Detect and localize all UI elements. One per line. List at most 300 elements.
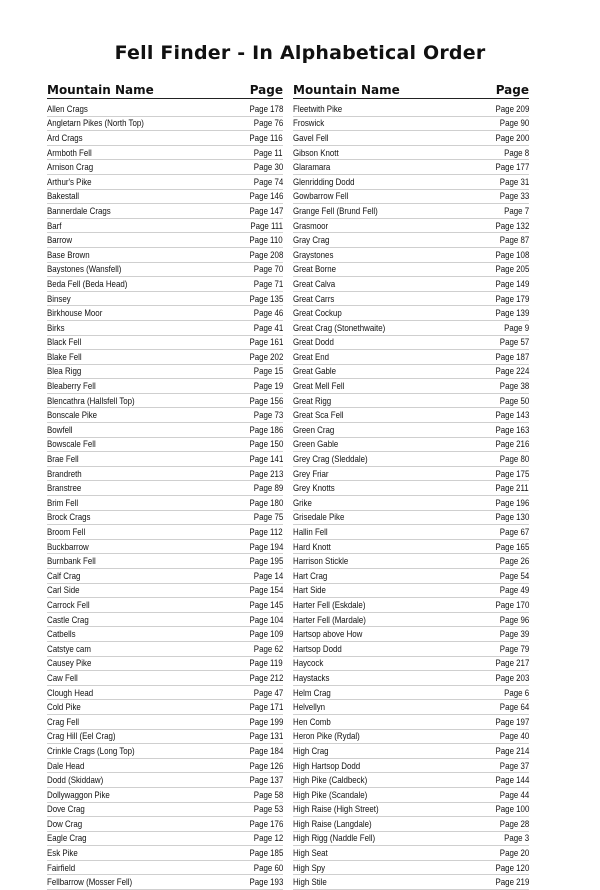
mountain-name: Blencathra (Hallsfell Top) bbox=[47, 395, 135, 406]
mountain-name: Great Gable bbox=[293, 366, 337, 377]
table-row bbox=[47, 204, 283, 219]
table-row bbox=[293, 525, 529, 540]
page-number: Page 9 bbox=[503, 322, 529, 333]
mountain-name: Hartsop above How bbox=[293, 629, 363, 640]
mountain-name: Harter Fell (Mardale) bbox=[293, 614, 366, 625]
table-row bbox=[293, 423, 529, 438]
mountain-name: Crinkle Crags (Long Top) bbox=[47, 745, 135, 756]
table-row bbox=[47, 686, 283, 701]
mountain-name: High Rigg (Naddle Fell) bbox=[293, 833, 376, 844]
mountain-name: High Pike (Caldbeck) bbox=[293, 775, 368, 786]
page-number: Page 186 bbox=[249, 424, 283, 435]
page-number: Page 14 bbox=[253, 570, 283, 581]
table-row bbox=[293, 190, 529, 205]
mountain-name: Haycock bbox=[293, 658, 324, 669]
mountain-name: High Pike (Scandale) bbox=[293, 789, 368, 800]
page-number: Page 15 bbox=[253, 366, 283, 377]
mountain-name: Crag Fell bbox=[47, 716, 80, 727]
table-row bbox=[293, 657, 529, 672]
table-row bbox=[47, 846, 283, 861]
page-number: Page 58 bbox=[253, 789, 283, 800]
page-number: Page 150 bbox=[249, 439, 283, 450]
mountain-name: Calf Crag bbox=[47, 570, 81, 581]
table-row bbox=[293, 467, 529, 482]
page-number: Page 60 bbox=[253, 862, 283, 873]
table-row bbox=[47, 292, 283, 307]
table-row bbox=[293, 350, 529, 365]
table-row bbox=[47, 730, 283, 745]
mountain-name: Carrock Fell bbox=[47, 599, 90, 610]
page-number: Page 28 bbox=[499, 818, 529, 829]
mountain-name: High Stile bbox=[293, 877, 327, 888]
page-number: Page 76 bbox=[253, 118, 283, 129]
page-number: Page 71 bbox=[253, 278, 283, 289]
mountain-name: Fellbarrow (Mosser Fell) bbox=[47, 877, 133, 888]
page-number: Page 200 bbox=[495, 132, 529, 143]
page-number: Page 131 bbox=[249, 731, 283, 742]
table-row bbox=[47, 117, 283, 132]
table-row bbox=[293, 452, 529, 467]
page-number: Page 110 bbox=[249, 235, 283, 246]
table-row bbox=[47, 715, 283, 730]
page-number: Page 79 bbox=[499, 643, 529, 654]
mountain-name: High Hartsop Dodd bbox=[293, 760, 361, 771]
table-row bbox=[293, 248, 529, 263]
mountain-name: Gavel Fell bbox=[293, 132, 329, 143]
mountain-name: Clough Head bbox=[47, 687, 94, 698]
page-number: Page 20 bbox=[499, 848, 529, 859]
page-number: Page 179 bbox=[495, 293, 529, 304]
table-row bbox=[293, 803, 529, 818]
table-row bbox=[47, 861, 283, 876]
page-number: Page 185 bbox=[249, 848, 283, 859]
mountain-name: Ard Crags bbox=[47, 132, 83, 143]
table-row bbox=[293, 277, 529, 292]
mountain-name: Branstree bbox=[47, 483, 82, 494]
page-number: Page 33 bbox=[499, 191, 529, 202]
page-number: Page 74 bbox=[253, 176, 283, 187]
table-row bbox=[293, 365, 529, 380]
table-row bbox=[47, 788, 283, 803]
mountain-name: Great Carrs bbox=[293, 293, 335, 304]
page-number: Page 214 bbox=[495, 745, 529, 756]
mountain-name: Bleaberry Fell bbox=[47, 381, 96, 392]
table-row bbox=[47, 744, 283, 759]
mountain-name: Causey Pike bbox=[47, 658, 92, 669]
table-row bbox=[293, 394, 529, 409]
page-number: Page 163 bbox=[495, 424, 529, 435]
table-row bbox=[47, 306, 283, 321]
mountain-name: High Raise (High Street) bbox=[293, 804, 379, 815]
mountain-name: Burnbank Fell bbox=[47, 556, 96, 567]
page-number: Page 156 bbox=[249, 395, 283, 406]
page-number: Page 67 bbox=[499, 527, 529, 538]
table-row bbox=[47, 584, 283, 599]
page-number: Page 194 bbox=[249, 541, 283, 552]
mountain-name: Brae Fell bbox=[47, 454, 79, 465]
page-number: Page 46 bbox=[253, 308, 283, 319]
table-row bbox=[293, 584, 529, 599]
table-row bbox=[47, 598, 283, 613]
table-row bbox=[47, 160, 283, 175]
table-row bbox=[293, 175, 529, 190]
mountain-name: Allen Crags bbox=[47, 103, 88, 114]
page-number: Page 199 bbox=[249, 716, 283, 727]
page-number: Page 73 bbox=[253, 410, 283, 421]
page-heading: Page bbox=[495, 83, 529, 97]
left-column-header bbox=[47, 80, 283, 99]
mountain-name: Dollywaggon Pike bbox=[47, 789, 110, 800]
mountain-name: High Spy bbox=[293, 862, 326, 873]
table-row bbox=[47, 438, 283, 453]
page-number: Page 161 bbox=[249, 337, 283, 348]
page-number: Page 120 bbox=[495, 862, 529, 873]
page-number: Page 147 bbox=[249, 205, 283, 216]
page-number: Page 57 bbox=[499, 337, 529, 348]
mountain-name: Angletarn Pikes (North Top) bbox=[47, 118, 144, 129]
mountain-name: Bakestall bbox=[47, 191, 80, 202]
page-number: Page 217 bbox=[495, 658, 529, 669]
page-number: Page 37 bbox=[499, 760, 529, 771]
table-row bbox=[47, 321, 283, 336]
table-row bbox=[293, 204, 529, 219]
mountain-name: Gibson Knott bbox=[293, 147, 339, 158]
mountain-name: High Crag bbox=[293, 745, 329, 756]
page-number: Page 216 bbox=[495, 439, 529, 450]
table-row bbox=[47, 350, 283, 365]
mountain-name: Haystacks bbox=[293, 672, 330, 683]
left-column bbox=[47, 80, 283, 890]
table-row bbox=[293, 627, 529, 642]
mountain-name: Arthur's Pike bbox=[47, 176, 92, 187]
table-row bbox=[293, 102, 529, 117]
mountain-name: Catstye cam bbox=[47, 643, 91, 654]
table-row bbox=[47, 525, 283, 540]
page-number: Page 40 bbox=[499, 731, 529, 742]
table-row bbox=[47, 613, 283, 628]
mountain-name: Great Dodd bbox=[293, 337, 334, 348]
page-number: Page 184 bbox=[249, 745, 283, 756]
mountain-name: Glenridding Dodd bbox=[293, 176, 355, 187]
page-number: Page 70 bbox=[253, 264, 283, 275]
page-number: Page 171 bbox=[249, 702, 283, 713]
page-number: Page 130 bbox=[495, 512, 529, 523]
mountain-name: Crag Hill (Eel Crag) bbox=[47, 731, 116, 742]
table-row bbox=[293, 146, 529, 161]
page-number: Page 44 bbox=[499, 789, 529, 800]
table-row bbox=[293, 292, 529, 307]
table-row bbox=[47, 671, 283, 686]
page-number: Page 41 bbox=[253, 322, 283, 333]
mountain-name: Castle Crag bbox=[47, 614, 89, 625]
mountain-name: Great Borne bbox=[293, 264, 337, 275]
page-number: Page 193 bbox=[249, 877, 283, 888]
mountain-name: Blea Rigg bbox=[47, 366, 82, 377]
table-row bbox=[293, 219, 529, 234]
mountain-name: Grike bbox=[293, 497, 312, 508]
table-row bbox=[47, 219, 283, 234]
mountain-name: Catbells bbox=[47, 629, 76, 640]
page-number: Page 149 bbox=[495, 278, 529, 289]
table-row bbox=[293, 613, 529, 628]
table-row bbox=[293, 773, 529, 788]
table-row bbox=[293, 846, 529, 861]
table-row bbox=[47, 496, 283, 511]
page-number: Page 89 bbox=[253, 483, 283, 494]
table-row bbox=[47, 277, 283, 292]
mountain-name: Eagle Crag bbox=[47, 833, 87, 844]
mountain-name: Hart Side bbox=[293, 585, 326, 596]
table-row bbox=[293, 788, 529, 803]
mountain-name: Birks bbox=[47, 322, 65, 333]
mountain-name: Base Brown bbox=[47, 249, 90, 260]
table-row bbox=[47, 759, 283, 774]
page-number: Page 197 bbox=[495, 716, 529, 727]
table-row bbox=[47, 233, 283, 248]
mountain-name: Barf bbox=[47, 220, 62, 231]
mountain-name: Grange Fell (Brund Fell) bbox=[293, 205, 378, 216]
page-number: Page 75 bbox=[253, 512, 283, 523]
page-number: Page 205 bbox=[495, 264, 529, 275]
page-number: Page 7 bbox=[503, 205, 529, 216]
table-row bbox=[47, 817, 283, 832]
right-column bbox=[293, 80, 529, 890]
page-number: Page 80 bbox=[499, 454, 529, 465]
page-number: Page 116 bbox=[249, 132, 283, 143]
mountain-name: Barrow bbox=[47, 235, 73, 246]
page-number: Page 176 bbox=[249, 818, 283, 829]
page-number: Page 12 bbox=[253, 833, 283, 844]
mountain-name: Bowfell bbox=[47, 424, 73, 435]
mountain-name: Great End bbox=[293, 351, 330, 362]
mountain-name: Birkhouse Moor bbox=[47, 308, 103, 319]
table-row bbox=[293, 700, 529, 715]
table-row bbox=[293, 511, 529, 526]
page-number: Page 54 bbox=[499, 570, 529, 581]
page-number: Page 178 bbox=[249, 103, 283, 114]
right-column-header bbox=[293, 80, 529, 99]
mountain-name: Gowbarrow Fell bbox=[293, 191, 349, 202]
mountain-name: Esk Pike bbox=[47, 848, 78, 859]
table-row bbox=[293, 131, 529, 146]
table-row bbox=[293, 554, 529, 569]
table-row bbox=[293, 817, 529, 832]
page-number: Page 26 bbox=[499, 556, 529, 567]
mountain-name: Hen Comb bbox=[293, 716, 331, 727]
table-row bbox=[47, 700, 283, 715]
table-row bbox=[293, 438, 529, 453]
table-row bbox=[293, 496, 529, 511]
mountain-name: Hartsop Dodd bbox=[293, 643, 342, 654]
table-row bbox=[293, 671, 529, 686]
table-row bbox=[47, 569, 283, 584]
page-number: Page 212 bbox=[249, 672, 283, 683]
page-number: Page 141 bbox=[249, 454, 283, 465]
mountain-name: Brim Fell bbox=[47, 497, 79, 508]
table-row bbox=[293, 569, 529, 584]
table-row bbox=[293, 481, 529, 496]
mountain-name: Cold Pike bbox=[47, 702, 81, 713]
table-row bbox=[47, 481, 283, 496]
mountain-name: Dale Head bbox=[47, 760, 85, 771]
page-number: Page 144 bbox=[495, 775, 529, 786]
mountain-name: Brandreth bbox=[47, 468, 82, 479]
page-title: Fell Finder - In Alphabetical Order bbox=[114, 42, 486, 64]
page-number: Page 203 bbox=[495, 672, 529, 683]
table-row bbox=[47, 336, 283, 351]
table-row bbox=[293, 686, 529, 701]
table-row bbox=[47, 408, 283, 423]
mountain-name: High Seat bbox=[293, 848, 328, 859]
mountain-name: Grey Friar bbox=[293, 468, 329, 479]
page-number: Page 219 bbox=[495, 877, 529, 888]
table-row bbox=[47, 773, 283, 788]
mountain-name: Bowscale Fell bbox=[47, 439, 96, 450]
mountain-name: Bonscale Pike bbox=[47, 410, 98, 421]
mountain-name: Great Cockup bbox=[293, 308, 342, 319]
table-row bbox=[293, 730, 529, 745]
mountain-name: Great Crag (Stonethwaite) bbox=[293, 322, 386, 333]
page-number: Page 96 bbox=[499, 614, 529, 625]
table-row bbox=[293, 263, 529, 278]
page-number: Page 145 bbox=[249, 599, 283, 610]
table-row bbox=[47, 394, 283, 409]
table-row bbox=[293, 759, 529, 774]
table-row bbox=[293, 379, 529, 394]
table-row bbox=[293, 598, 529, 613]
page-heading: Page bbox=[249, 83, 283, 97]
table-row bbox=[47, 540, 283, 555]
page-number: Page 39 bbox=[499, 629, 529, 640]
mountain-name: Great Rigg bbox=[293, 395, 332, 406]
mountain-name: Black Fell bbox=[47, 337, 82, 348]
table-row bbox=[47, 803, 283, 818]
page-number: Page 30 bbox=[253, 162, 283, 173]
mountain-name: Helm Crag bbox=[293, 687, 331, 698]
table-row bbox=[47, 642, 283, 657]
table-row bbox=[47, 365, 283, 380]
mountain-name: Great Sca Fell bbox=[293, 410, 344, 421]
mountain-name: Great Calva bbox=[293, 278, 336, 289]
page-number: Page 213 bbox=[249, 468, 283, 479]
mountain-name: Grisedale Pike bbox=[293, 512, 345, 523]
page-number: Page 62 bbox=[253, 643, 283, 654]
page-number: Page 104 bbox=[249, 614, 283, 625]
table-row bbox=[293, 642, 529, 657]
mountain-name: Beda Fell (Beda Head) bbox=[47, 278, 128, 289]
mountain-name: Dow Crag bbox=[47, 818, 83, 829]
table-row bbox=[47, 102, 283, 117]
mountain-name: Glaramara bbox=[293, 162, 331, 173]
mountain-name: Broom Fell bbox=[47, 527, 86, 538]
page-number: Page 175 bbox=[495, 468, 529, 479]
mountain-name: Helvellyn bbox=[293, 702, 326, 713]
mountain-name: Fleetwith Pike bbox=[293, 103, 343, 114]
page-number: Page 87 bbox=[499, 235, 529, 246]
table-row bbox=[47, 175, 283, 190]
mountain-name: Baystones (Wansfell) bbox=[47, 264, 122, 275]
page-number: Page 90 bbox=[499, 118, 529, 129]
table-row bbox=[293, 715, 529, 730]
mountain-name: Bannerdale Crags bbox=[47, 205, 111, 216]
table-row bbox=[47, 131, 283, 146]
mountain-name: Hard Knott bbox=[293, 541, 331, 552]
mountain-name-heading: Mountain Name bbox=[47, 83, 154, 97]
table-row bbox=[47, 467, 283, 482]
table-row bbox=[293, 832, 529, 847]
table-row bbox=[47, 423, 283, 438]
mountain-name: Caw Fell bbox=[47, 672, 78, 683]
mountain-name: Grey Crag (Sleddale) bbox=[293, 454, 368, 465]
mountain-name: Brock Crags bbox=[47, 512, 91, 523]
page-number: Page 53 bbox=[253, 804, 283, 815]
right-rows bbox=[293, 102, 529, 890]
page-number: Page 180 bbox=[249, 497, 283, 508]
page-number: Page 108 bbox=[495, 249, 529, 260]
page-number: Page 143 bbox=[495, 410, 529, 421]
page-number: Page 170 bbox=[495, 599, 529, 610]
table-row bbox=[47, 511, 283, 526]
page-number: Page 100 bbox=[495, 804, 529, 815]
table-row bbox=[293, 540, 529, 555]
mountain-name: Binsey bbox=[47, 293, 71, 304]
table-row bbox=[47, 248, 283, 263]
page-number: Page 209 bbox=[495, 103, 529, 114]
page-number: Page 135 bbox=[249, 293, 283, 304]
table-row bbox=[293, 306, 529, 321]
table-row bbox=[47, 146, 283, 161]
mountain-name: Hallin Fell bbox=[293, 527, 328, 538]
page-number: Page 31 bbox=[499, 176, 529, 187]
mountain-name: Green Gable bbox=[293, 439, 339, 450]
page-number: Page 154 bbox=[249, 585, 283, 596]
mountain-name: Graystones bbox=[293, 249, 334, 260]
mountain-name: Buckbarrow bbox=[47, 541, 89, 552]
table-row bbox=[293, 336, 529, 351]
mountain-name: Arnison Crag bbox=[47, 162, 94, 173]
page-number: Page 202 bbox=[249, 351, 283, 362]
page-number: Page 119 bbox=[249, 658, 283, 669]
table-row bbox=[293, 233, 529, 248]
page-number: Page 50 bbox=[499, 395, 529, 406]
table-row bbox=[293, 321, 529, 336]
mountain-name: Harter Fell (Eskdale) bbox=[293, 599, 366, 610]
mountain-name: Dove Crag bbox=[47, 804, 85, 815]
page-number: Page 187 bbox=[495, 351, 529, 362]
table-row bbox=[47, 379, 283, 394]
mountain-name: Grasmoor bbox=[293, 220, 329, 231]
page-number: Page 208 bbox=[249, 249, 283, 260]
table-row bbox=[47, 627, 283, 642]
mountain-name: Green Crag bbox=[293, 424, 335, 435]
mountain-name: Blake Fell bbox=[47, 351, 82, 362]
page-number: Page 146 bbox=[249, 191, 283, 202]
mountain-name: Hart Crag bbox=[293, 570, 328, 581]
page-number: Page 8 bbox=[503, 147, 529, 158]
mountain-name: Harrison Stickle bbox=[293, 556, 349, 567]
page-number: Page 47 bbox=[253, 687, 283, 698]
mountain-name: Dodd (Skiddaw) bbox=[47, 775, 104, 786]
mountain-name: Great Mell Fell bbox=[293, 381, 345, 392]
table-row bbox=[47, 554, 283, 569]
table-row bbox=[293, 744, 529, 759]
page-number: Page 177 bbox=[495, 162, 529, 173]
table-row bbox=[47, 452, 283, 467]
page-number: Page 211 bbox=[495, 483, 529, 494]
table-row bbox=[293, 408, 529, 423]
page-number: Page 49 bbox=[499, 585, 529, 596]
page-number: Page 6 bbox=[503, 687, 529, 698]
